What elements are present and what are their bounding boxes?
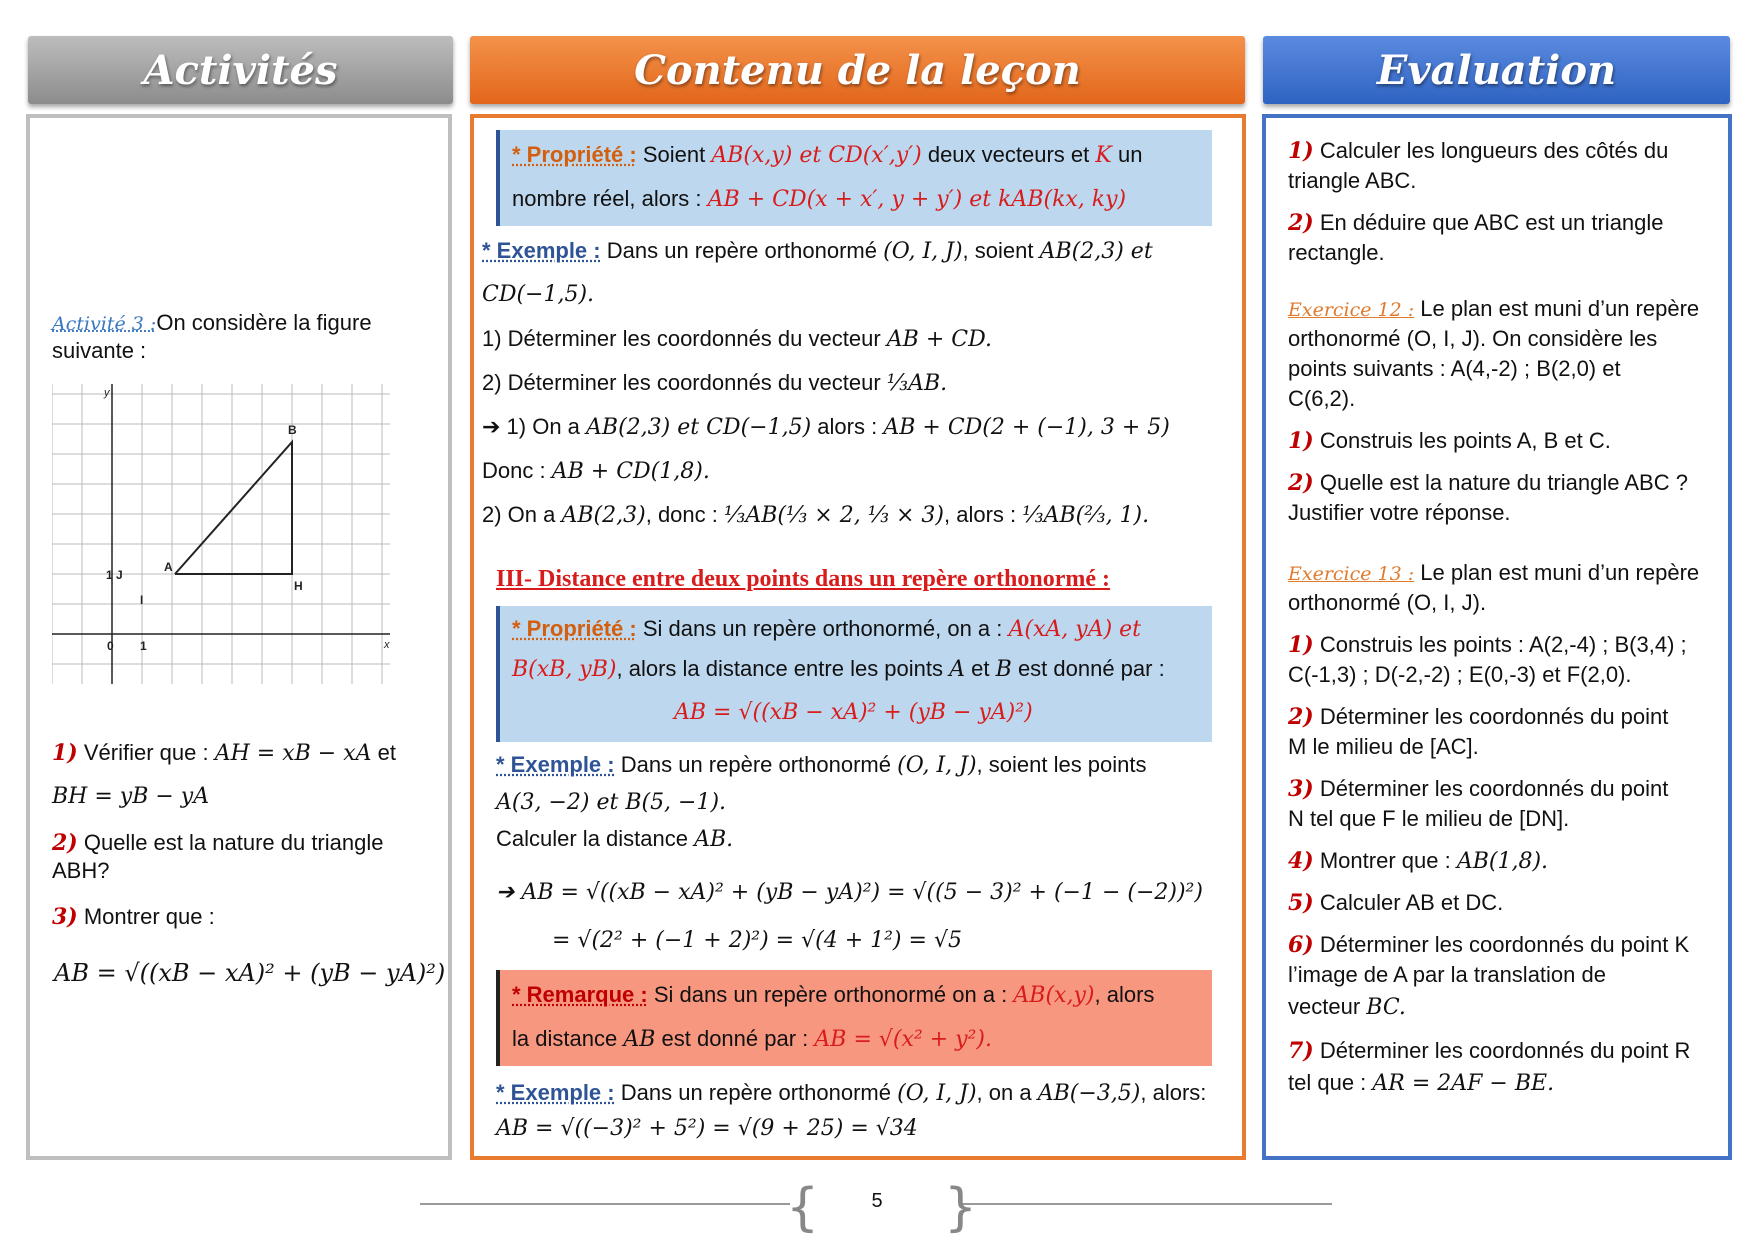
ex12-q2-line2: Justifier votre réponse. [1288,500,1511,525]
prop2-point-b: B(xB, yB) [512,657,617,682]
panel-activites [26,114,452,1160]
prop1-line2 [512,184,1126,215]
ex1-vector1: AB(2,3) et [1039,239,1153,264]
eval-i2 [1288,208,1664,238]
ex13-q7-number: 7) [1288,1038,1314,1064]
ex3-text3: , alors: [1140,1080,1207,1105]
ex1-oij: (O, I, J) [883,239,963,264]
footer-brace-right: } [944,1178,978,1238]
ex13-q7-text: Déterminer les coordonnés du point R [1319,1038,1691,1063]
ex3-oij: (O, I, J) [897,1081,977,1106]
ex1-q1 [482,324,992,355]
ex13-q1-text: Construis les points : A(2,-4) ; B(3,4) ; [1319,632,1687,657]
ex3-formula: AB = √((−3)² + 5²) = √(9 + 25) = √34 [496,1116,918,1141]
ex3-text1: Dans un repère orthonormé [620,1080,891,1105]
label-x: x [384,639,390,651]
ex1-q2 [482,368,947,399]
ex12-q1 [1288,426,1611,456]
prop2-text3: est donné par : [1017,656,1165,681]
sol2-text1: 2) On a [482,502,556,527]
eval-i2-number: 2) [1288,210,1314,236]
q2-text: Quelle est la nature du triangle [83,830,384,855]
label-b: B [288,423,297,437]
q1-number: 1) [52,740,78,766]
ex2-solution2: = √(2² + (−1 + 2)²) = √(4 + 1²) = √5 [552,928,962,953]
footer-line-left [420,1203,790,1205]
ex13-q7-text2: tel que : [1288,1070,1367,1095]
sol2-line [482,500,1149,531]
eval-i2-text: En déduire que ABC est un triangle [1319,210,1664,235]
sol1-text3: Donc : [482,458,546,483]
panel-evaluation [1262,114,1732,1160]
ex13-q7-math: AR = 2AF − BE. [1372,1071,1555,1096]
footer-brace-left: { [786,1178,820,1238]
ex13-line2: orthonormé (O, I, J). [1288,590,1487,615]
eval-i1-text: Calculer les longueurs des côtés du [1319,138,1669,163]
ex1-label: * Exemple : [482,238,601,263]
prop1-formula: AB + CD(x + x′, y + y′) et kAB(kx, ky) [707,187,1127,212]
label-one: 1 [140,639,147,653]
ex13-q2 [1288,702,1668,732]
prop2-text1: Si dans un repère orthonormé, on a : [642,616,1003,641]
label-h: H [294,579,303,593]
eval-i1-number: 1) [1288,138,1314,164]
ex12-text1: Le plan est muni d’un repère [1420,296,1700,321]
eval-i1-line2: triangle ABC. [1288,168,1417,193]
ex2-solution1: ➔ AB = √((xB − xA)² + (yB − yA)²) = √((5 − 3)² + (−1 − (−2))²) [496,880,1203,905]
prop2-et: et [971,656,990,681]
ex1-q2-math: ⅓AB. [886,371,948,396]
page-number: 5 [871,1190,883,1212]
ex12-q2-number: 2) [1288,470,1314,496]
sol1-math2: AB + CD(2 + (−1), 3 + 5) [883,415,1170,440]
eval-i2-line2: rectangle. [1288,240,1385,265]
prop2-label: * Propriété : [512,616,637,641]
ex12-q2 [1288,468,1688,498]
ex3-vector: AB(−3,5) [1037,1081,1141,1106]
ex12-q2-text: Quelle est la nature du triangle ABC ? [1319,470,1688,495]
prop2-b: B [995,657,1012,682]
rem-line2 [512,1024,992,1055]
ex13-text1: Le plan est muni d’un repère [1420,560,1700,585]
rem-label: * Remarque : [512,982,648,1007]
ex13-q5-text: Calculer AB et DC. [1319,890,1504,915]
ex13-q2-text: Déterminer les coordonnés du point [1319,704,1669,729]
ex2-question-math: AB. [694,827,734,852]
ex13-q2-line2: M le milieu de [AC]. [1288,734,1479,759]
ex3-label: * Exemple : [496,1080,615,1105]
header-contenu: Contenu de la leçon [470,36,1245,104]
ex13-label: Exercice 13 : [1288,563,1415,585]
ex2-line1 [496,750,1147,781]
q1-eq: AH = xB − xA [214,741,372,766]
prop1-k: K [1095,143,1112,168]
activite-q1 [52,738,396,769]
header-activites: Activités [28,36,453,104]
ex1-text2: , soient [962,238,1034,263]
ex13-q6-text: Déterminer les coordonnés du point K [1319,932,1690,957]
ex2-question [496,824,733,855]
ex1-text1: Dans un repère orthonormé [606,238,877,263]
ex3-text2: , on a [976,1080,1032,1105]
rem-line1 [512,980,1154,1011]
activite-q2 [52,828,383,858]
ex13-q6-math: BC. [1366,995,1406,1020]
ex13-q3-line2: N tel que F le milieu de [DN]. [1288,806,1570,831]
ex12-q1-text: Construis les points A, B et C. [1319,428,1611,453]
panel-contenu [470,114,1246,1160]
ex13-q6-number: 6) [1288,932,1314,958]
q3-text: Montrer que : [83,904,215,929]
prop1-text4: nombre réel, alors : [512,186,702,211]
q1-and: et [377,740,396,765]
prop2-line1 [512,614,1141,645]
q2-number: 2) [52,830,78,856]
rem-text1: Si dans un repère orthonormé on a : [653,982,1008,1007]
sol1-math1: AB(2,3) et CD(−1,5) [586,415,812,440]
ex2-label: * Exemple : [496,752,615,777]
ex2-question-text: Calculer la distance [496,826,688,851]
ex13-q6-text3: vecteur [1288,994,1361,1019]
header-evaluation: Evaluation [1263,36,1730,104]
ex12-line3: points suivants : A(4,-2) ; B(2,0) et [1288,356,1621,381]
activite-intro [52,308,372,339]
rem-text4: est donné par : [661,1026,809,1051]
q1-text: Vérifier que : [83,740,209,765]
q3-number: 3) [52,904,78,930]
activite-q3-formula: AB = √((xB − xA)² + (yB − yA)²) [54,959,446,987]
ex13-q2-number: 2) [1288,704,1314,730]
ex13-q3-number: 3) [1288,776,1314,802]
eval-i1 [1288,136,1668,166]
ex2-points: A(3, −2) et B(5, −1). [496,790,727,815]
prop2-a: A [949,657,966,682]
ex13-q5 [1288,888,1503,918]
sol2-math1: AB(2,3) [561,503,646,528]
ex12-line1 [1288,294,1699,325]
ex12-label: Exercice 12 : [1288,299,1415,321]
prop1-vectors: AB(x,y) et CD(x′,y′) [711,143,922,168]
prop2-formula: AB = √((xB − xA)² + (yB − yA)²) [674,700,1033,725]
prop1-label: * Propriété : [512,142,637,167]
ex2-text2: , soient les points [976,752,1147,777]
ex13-q6-line3 [1288,992,1406,1023]
sol1-math3: AB + CD(1,8). [551,459,710,484]
ex13-q1-number: 1) [1288,632,1314,658]
sol1-text1: ➔ 1) On a [482,414,580,439]
activite-q2-line2: ABH? [52,858,110,883]
prop1-text1: Soient [642,142,706,167]
rem-formula: AB = √(x² + y²). [814,1027,992,1052]
label-i: I [140,593,144,607]
activite-label: Activité 3 : [52,313,157,335]
prop2-text2: , alors la distance entre les points [616,656,944,681]
triangle-abh [175,442,292,574]
ex13-q3-text: Déterminer les coordonnés du point [1319,776,1669,801]
ex13-q1-line2: C(-1,3) ; D(-2,-2) ; E(0,-3) et F(2,0). [1288,662,1632,687]
footer-line-right [962,1203,1332,1205]
ex13-q4 [1288,846,1548,877]
ex13-q6-line2: l’image de A par la translation de [1288,962,1606,987]
activite-q3 [52,902,215,932]
ex1-q1-math: AB + CD. [886,327,992,352]
activite-intro2: suivante : [52,338,147,363]
ex13-q3 [1288,774,1668,804]
prop1-text2: deux vecteurs et [927,142,1090,167]
prop1-text3: un [1117,142,1143,167]
ex13-q4-number: 4) [1288,848,1314,874]
ex2-oij: (O, I, J) [897,753,977,778]
ex13-q7 [1288,1036,1690,1066]
ex12-q1-number: 1) [1288,428,1314,454]
ex13-q4-text: Montrer que : [1319,848,1451,873]
label-zero: 0 [107,639,114,653]
label-a: A [164,560,173,574]
label-y: y [104,387,110,399]
ex12-line4: C(6,2). [1288,386,1356,411]
section-3-title: III- Distance entre deux points dans un repère orthonormé : [496,566,1111,592]
ex3-line1 [496,1078,1206,1109]
sol2-text2: , donc : [645,502,718,527]
prop1-line1 [512,140,1142,171]
ex12-line2: orthonormé (O, I, J). On considère les [1288,326,1658,351]
ex1-line1 [482,236,1153,267]
ex1-q2-text: 2) Déterminer les coordonnés du vecteur [482,370,881,395]
rem-vector: AB(x,y) [1013,983,1095,1008]
activite-intro-text: On considère la figure [156,310,372,335]
sol1-line1 [482,412,1170,443]
rem-text3: la distance [512,1026,618,1051]
label-j: 1 J [106,568,123,582]
ex13-q6 [1288,930,1689,960]
prop2-point-a: A(xA, yA) et [1008,617,1142,642]
sol1-text2: alors : [817,414,878,439]
sol1-line2 [482,456,710,487]
rem-ab: AB [623,1027,656,1052]
prop2-line2 [512,654,1165,685]
ex1-vector2: CD(−1,5). [482,282,595,307]
ex13-line1 [1288,558,1699,589]
ex13-q7-line2 [1288,1068,1554,1099]
ex1-q1-text: 1) Déterminer les coordonnés du vecteur [482,326,881,351]
ex13-q5-number: 5) [1288,890,1314,916]
rem-text2: , alors [1094,982,1155,1007]
ex13-q1 [1288,630,1687,660]
sol2-math3: ⅓AB(⅔, 1). [1022,503,1150,528]
coordinate-figure [52,384,390,684]
ex13-q4-math: AB(1,8). [1456,849,1549,874]
ex2-text1: Dans un repère orthonormé [620,752,891,777]
sol2-text3: , alors : [944,502,1017,527]
activite-q1-eq2: BH = yB − yA [52,784,210,809]
sol2-math2: ⅓AB(⅓ × 2, ⅓ × 3) [724,503,945,528]
